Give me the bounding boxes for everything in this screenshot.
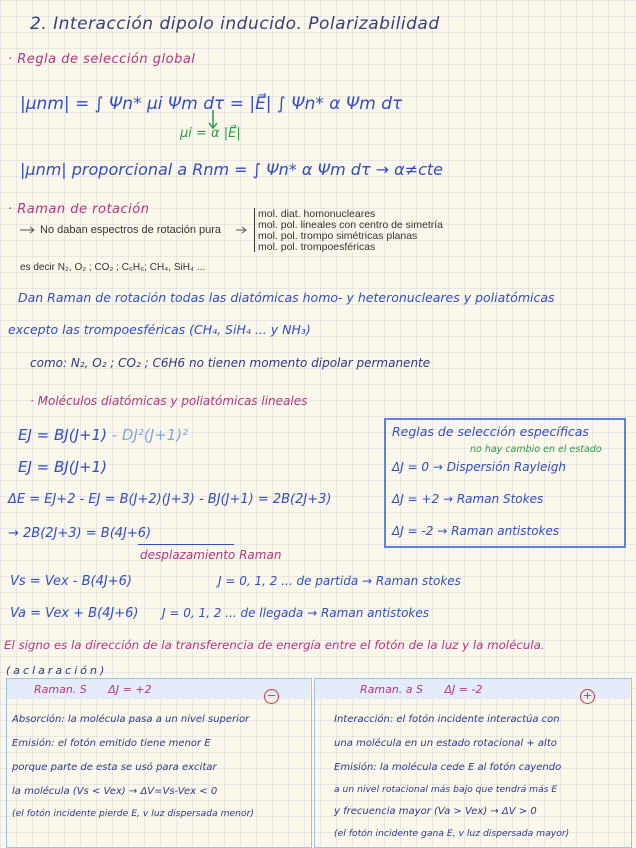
bracket-divider [254, 208, 255, 252]
stokes-line: porque parte de esta se usó para excitar [12, 762, 217, 773]
arrow-right-icon: → [432, 460, 447, 474]
rule-delta-j-0 [392, 460, 566, 474]
equation-shift: → 2B(2J+3) = B(4J+6) [8, 526, 152, 541]
equation-ej-rigid: EJ = BJ(J+1) [18, 458, 107, 476]
antistokes-line: y frecuencia mayor (Va > Vex) → ΔV > 0 [334, 806, 537, 817]
antistokes-line: Emisión: la molécula cede E al fotón cayendo [334, 762, 562, 773]
centrifugal-term: - DJ²(J+1)² [111, 426, 189, 444]
es-decir-text: es decir N₂, O₂ ; CO₂ ; C₆H₆; CH₄, SiH₄ ... [20, 262, 206, 273]
stokes-line: Emisión: el fotón emitido tiene menor E [12, 738, 211, 749]
rules-box-title: Reglas de selección específicas [392, 424, 589, 439]
equation-delta-e: ΔE = EJ+2 - EJ = B(J+2)(J+3) - BJ(J+1) = 2B(2J+3) [8, 492, 332, 507]
heading-regla-global: · Regla de selección global [8, 52, 196, 67]
panel-rule: ΔJ = +2 [108, 683, 152, 696]
equation-mu-nm: |μnm| = ∫ Ψn* μi Ψm dτ = |E⃗| ∫ Ψn* α Ψm dτ [20, 94, 403, 114]
stokes-line: Absorción: la molécula pasa a un nivel superior [12, 714, 250, 725]
j-values: J = 0, 1, 2 ... de llegada [162, 606, 304, 620]
rule-right: Raman antistokes [451, 524, 560, 538]
signo-sentence: El signo es la dirección de la transferencia de energía entre el fotón de la luz y la molécula. [4, 638, 545, 652]
equation-mu-i: μi = α |E⃗| [180, 126, 241, 141]
rule-left: ΔJ = 0 [392, 460, 430, 474]
minus-icon: − [264, 689, 279, 704]
arrow-right-icon: → [362, 574, 376, 588]
stokes-line: (el fotón incidente pierde E, v luz dispersada menor) [12, 808, 254, 819]
rule-left: ΔJ = +2 [392, 492, 440, 506]
antistokes-header [360, 683, 482, 696]
bracket-item: mol. pol. lineales con centro de simetría [258, 219, 444, 231]
como-line: como: N₂, O₂ ; CO₂ ; C6H6 no tienen momento dipolar permanente [30, 356, 431, 370]
aclaracion-label: (aclaración) [6, 664, 108, 677]
antistokes-line: (el fotón incidente gana E, v luz dispersada mayor) [334, 828, 570, 839]
panel-title: Raman. a S [360, 683, 424, 696]
stokes-line: la molécula (Vs < Vex) → ΔV=Vs-Vex < 0 [12, 786, 218, 797]
rule-right: Dispersión Rayleigh [446, 460, 566, 474]
equation-nu-stokes: Vs = Vex - B(4J+6) [10, 574, 132, 589]
no-daban-text: No daban espectros de rotación pura [40, 224, 222, 236]
rule-delta-j-minus-2 [392, 524, 559, 538]
arrow-right-icon: → [437, 524, 452, 538]
bracket-item: mol. diat. homonucleares [258, 208, 376, 220]
j-values: J = 0, 1, 2 ... de partida [218, 574, 359, 588]
rules-box-note: no hay cambio en el estado [470, 444, 602, 455]
panel-rule: ΔJ = -2 [444, 683, 483, 696]
page-title: 2. Interacción dipolo inducido. Polarizabilidad [30, 14, 440, 34]
antistokes-line: una molécula en un estado rotacional + alto [334, 738, 557, 749]
plus-icon: + [580, 689, 595, 704]
heading-raman-rotacion: · Raman de rotación [8, 202, 150, 217]
equation-nu-antistokes: Va = Vex + B(4J+6) [10, 606, 139, 621]
antistokes-line: Interacción: el fotón incidente interactúa con [334, 714, 560, 725]
result-label: Raman antistokes [320, 606, 430, 620]
desplazamiento-raman-label: desplazamiento Raman [140, 548, 282, 562]
heading-moleculas-lineales: · Moléculos diatómicas y poliatómicas lineales [30, 394, 308, 408]
j-partida-line [218, 574, 461, 588]
antistokes-line: a un nivel rotacional más bajo que tendrá más E [334, 784, 558, 795]
equation-ej: EJ = BJ(J+1) [18, 426, 107, 444]
j-llegada-line [162, 606, 429, 620]
arrow-right-icon: → [307, 606, 321, 620]
rule-right: Raman Stokes [456, 492, 544, 506]
panel-title: Raman. S [34, 683, 87, 696]
equation-r-nm: |μnm| proporcional a Rnm = ∫ Ψn* α Ψm dτ → α≠cte [20, 160, 444, 179]
rule-delta-j-plus-2 [392, 492, 543, 506]
arrow-right-icon: → [442, 492, 457, 506]
equation-ej-centrifugal [18, 426, 188, 444]
dan-raman-line-1: Dan Raman de rotación todas las diatómicas homo- y heteronucleares y poliatómicas [18, 290, 555, 305]
result-label: Raman stokes [375, 574, 461, 588]
arrow-right-icon [20, 226, 38, 234]
bracket-item: mol. pol. trompoesféricas [258, 241, 376, 253]
underline-divider [138, 544, 234, 545]
bracket-item: mol. pol. trompo simétricas planas [258, 230, 418, 242]
dan-raman-line-2: excepto las trompoesféricas (CH₄, SiH₄ ... y NH₃) [8, 322, 311, 337]
arrow-right-icon [236, 226, 250, 234]
rule-left: ΔJ = -2 [392, 524, 434, 538]
stokes-header [34, 683, 152, 696]
